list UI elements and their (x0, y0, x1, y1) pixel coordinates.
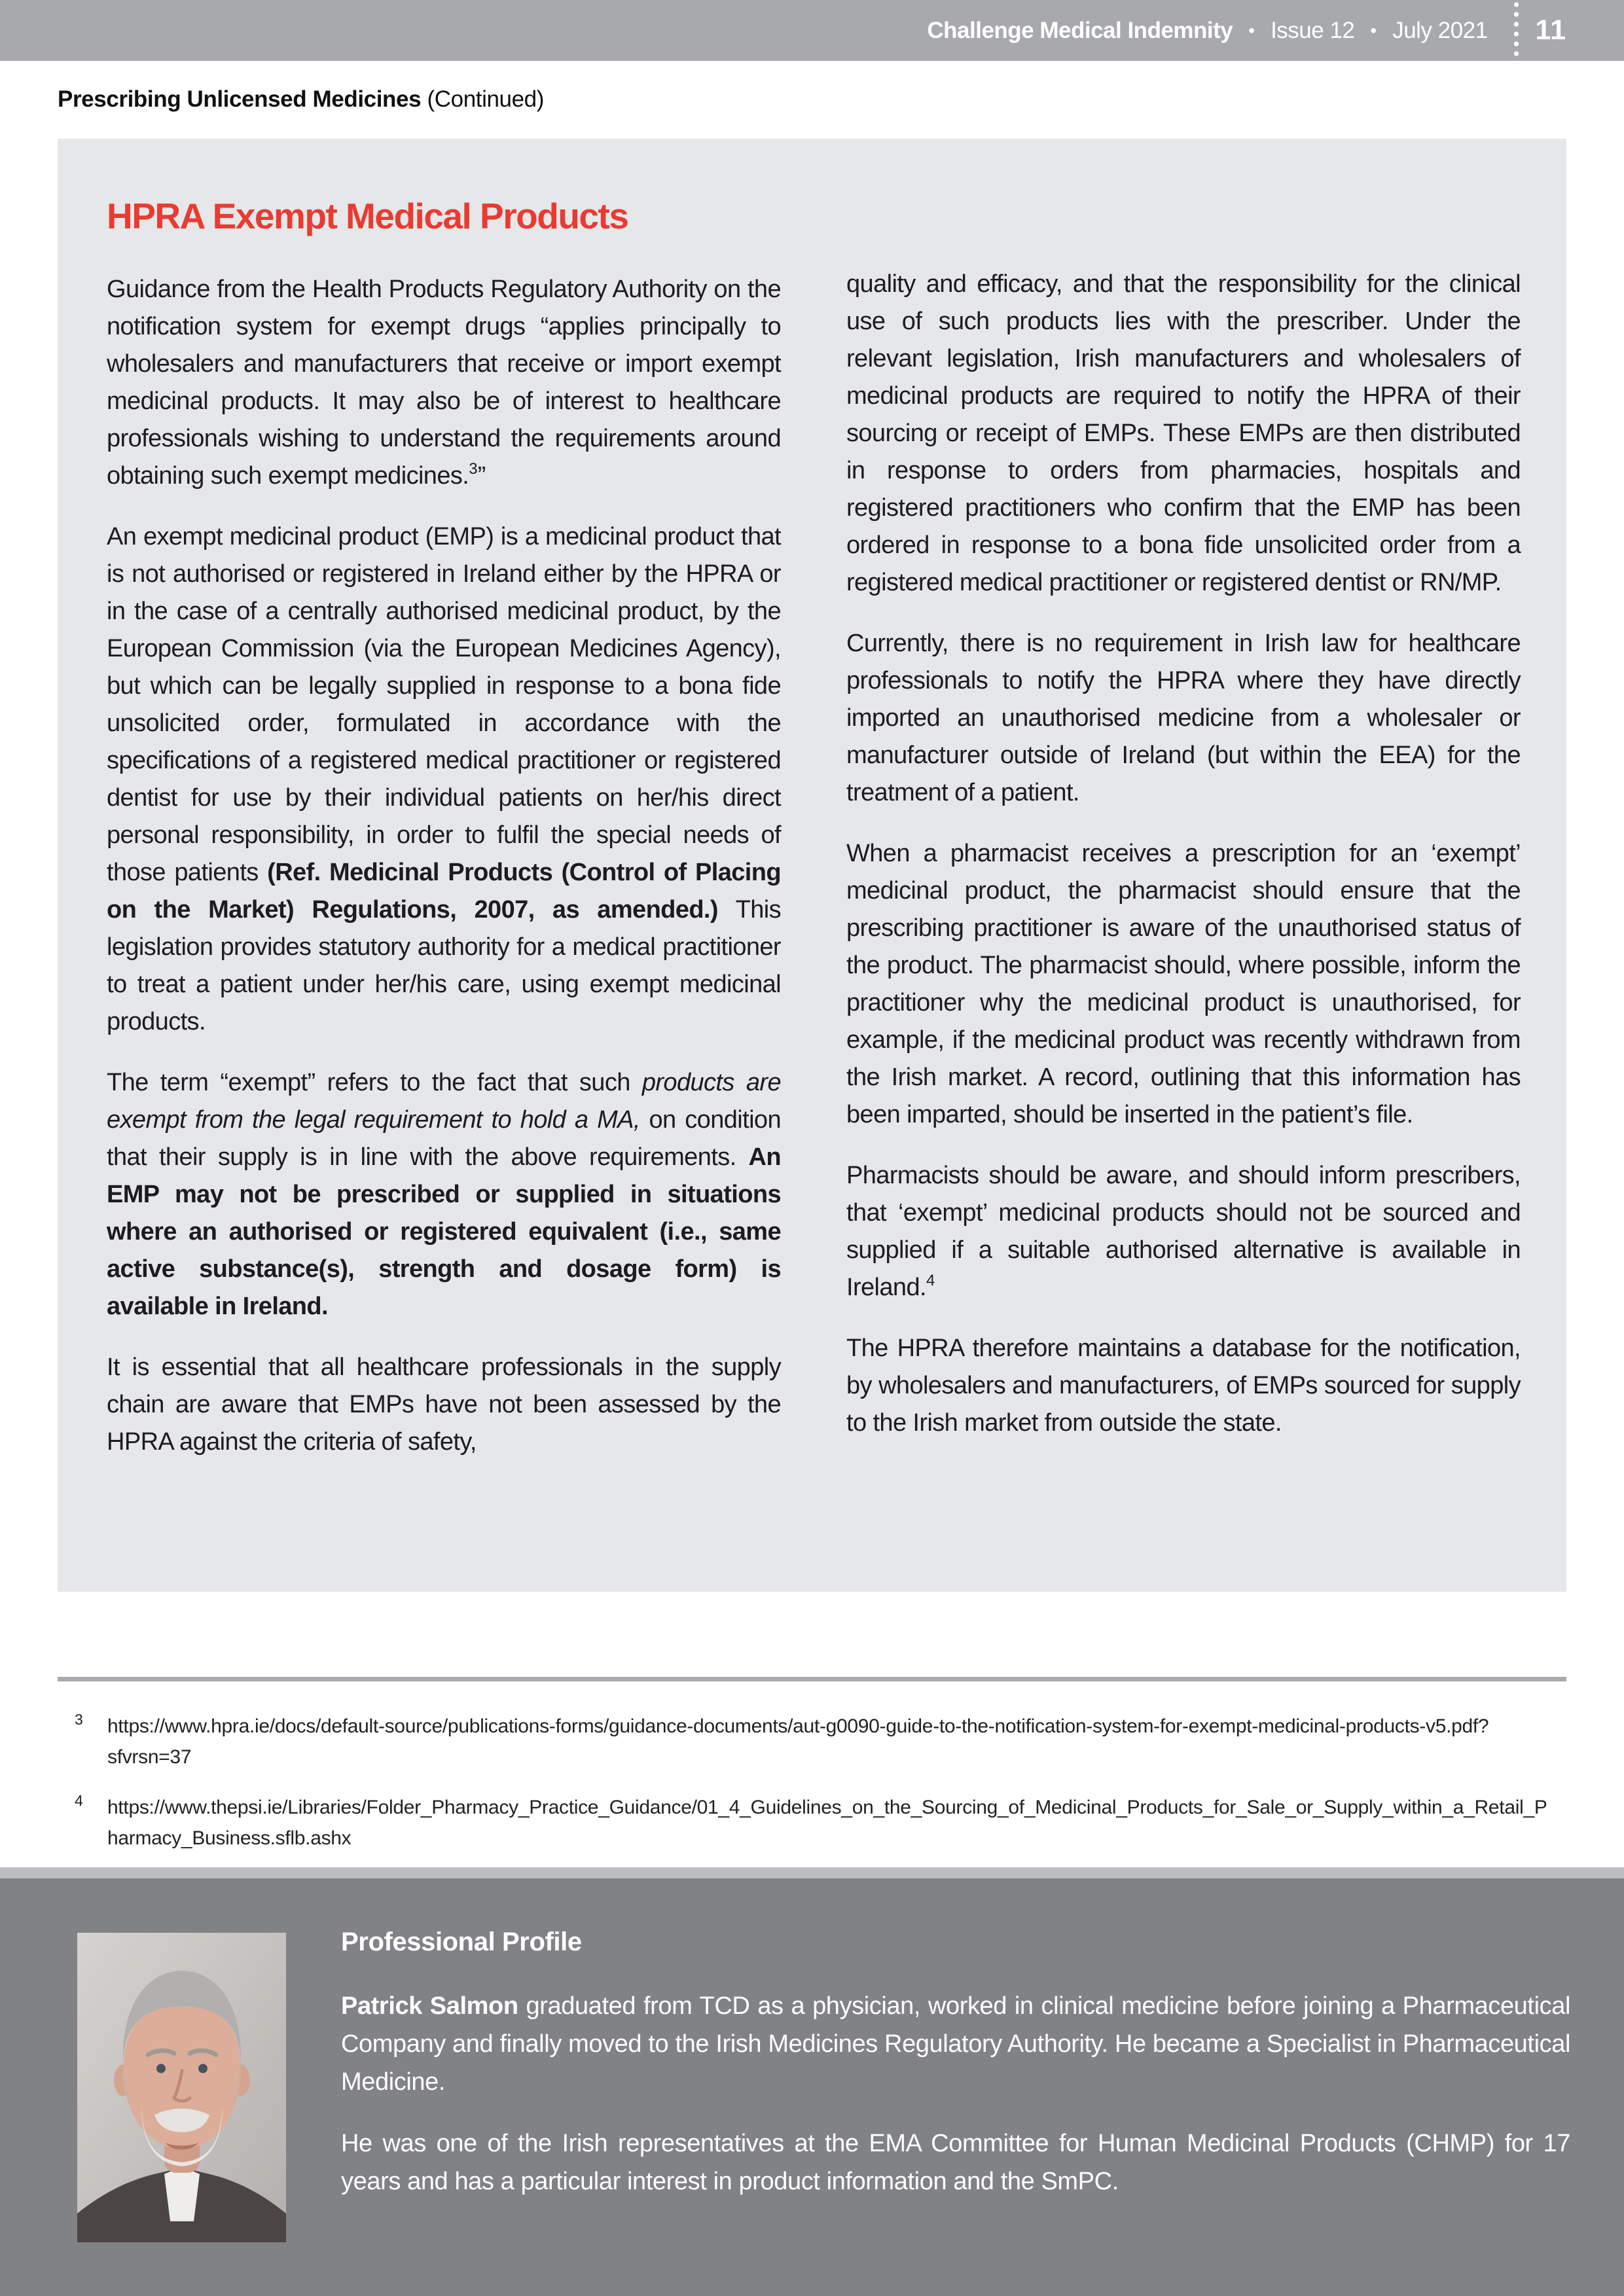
page-header-bar (0, 0, 1624, 61)
dotted-divider-line (1514, 0, 1519, 61)
article-content-box (58, 139, 1566, 1592)
section-heading (58, 86, 544, 113)
section-heading-title: Prescribing Unlicensed Medicines (58, 86, 422, 112)
article-paragraph: The term “exempt” refers to the fact that such products are exempt from the legal requirement to hold a MA, on condition that their supply is in line with the above requirements. An EMP may not be prescribed or supplied in situations where an authorised or registered equivalent (i.e., same active substance(s), strength and dosage form) is available in Ireland. (107, 1069, 781, 1320)
date-label: July 2021 (1392, 17, 1488, 43)
band-top-strip (0, 1867, 1624, 1878)
header-text-group (927, 0, 1624, 61)
article-paragraph: The HPRA therefore maintains a database for the notification, by wholesalers and manufacturers, of EMPs sourced for supply to the Irish market from outside the state. (846, 1335, 1521, 1437)
bullet-separator-icon: • (1370, 20, 1377, 41)
publication-title: Challenge Medical Indemnity (927, 17, 1233, 43)
footnote-divider (58, 1677, 1566, 1681)
footnotes (58, 1711, 1566, 1873)
profile-paragraph: He was one of the Irish representatives at the EMA Committee for Human Medicinal Products (CHMP) for 17 years and has a particular interest in product information and the SmPC. (341, 2130, 1570, 2195)
footnote-url: https://www.thepsi.ie/Libraries/Folder_Pharmacy_Practice_Guidance/01_4_Guidelines_on_the_Sourcing_of_Medicinal_Products_for_Sale_or_Supply_within_a_Retail_Pharmacy_Business.sflb.ashx (107, 1797, 1547, 1849)
professional-profile-text (341, 1928, 1570, 2224)
article-left-column (107, 195, 781, 1592)
article-right-column (846, 266, 1521, 1592)
issue-label: Issue 12 (1271, 17, 1355, 43)
profile-paragraph: Patrick Salmon graduated from TCD as a physician, worked in clinical medicine before joining a Pharmaceutical Company and finally moved to the Irish Medicines Regulatory Authority. He became a Specialist in Pharmaceutical Medicine. (341, 1992, 1570, 2096)
bullet-separator-icon: • (1248, 20, 1255, 41)
footnote-url: https://www.hpra.ie/docs/default-source/publications-forms/guidance-documents/aut-g0090-guide-to-the-notification-system-for-exempt-medicinal-products-v5.pdf?sfvrsn=37 (107, 1715, 1489, 1768)
article-paragraph: It is essential that all healthcare professionals in the supply chain are aware that EMPs have not been assessed by the HPRA against the criteria of safety, (107, 1354, 781, 1456)
footnote-number: 3 (75, 1711, 83, 1728)
article-paragraph: Pharmacists should be aware, and should inform prescribers, that ‘exempt’ medicinal products should not be sourced and supplied if a suitable authorised alternative is available in Ireland.$^4$ (846, 1162, 1521, 1301)
page-number: 11 (1535, 14, 1566, 46)
professional-profile-band (0, 1878, 1624, 2296)
footnote-item (58, 1711, 1566, 1772)
article-paragraph: When a pharmacist receives a prescription for an ‘exempt’ medicinal product, the pharmacist should ensure that the prescribing practitioner is aware of the unauthorised status of the product. The pharmacist should, where possible, inform the practitioner why the medicinal product is unauthorised, for example, if the medicinal product was recently withdrawn from the Irish market. A record, outlining that this information has been imparted, should be inserted in the patient’s file. (846, 840, 1521, 1128)
article-paragraph: Guidance from the Health Products Regulatory Authority on the notification system for exempt drugs “applies principally to wholesalers and manufacturers that receive or import exempt medicinal products. It may also be of interest to healthcare professionals wishing to understand the requirements around obtaining such exempt medicines.$^3$” (107, 276, 781, 490)
article-paragraph: Currently, there is no requirement in Irish law for healthcare professionals to notify the HPRA where they have directly imported an unauthorised medicine from a wholesaler or manufacturer outside of Ireland (but within the EEA) for the treatment of a patient. (846, 630, 1521, 806)
article-paragraph: quality and efficacy, and that the responsibility for the clinical use of such products lies with the prescriber. Under the relevant legislation, Irish manufacturers and wholesalers of medicinal products are required to notify the HPRA of their sourcing or receipt of EMPs. These EMPs are then distributed in response to orders from pharmacies, hospitals and registered practitioners who confirm that the EMP has been ordered in response to a bona fide unsolicited order from a registered medical practitioner or registered dentist or RN/MP. (846, 270, 1521, 596)
patrick-salmon-photo (77, 1933, 286, 2242)
article-title: HPRA Exempt Medical Products (107, 196, 628, 236)
profile-heading: Professional Profile (341, 1928, 582, 1956)
article-paragraph: An exempt medicinal product (EMP) is a medicinal product that is not authorised or registered in Ireland either by the HPRA or in the case of a centrally authorised medicinal product, by the European Commission (via the European Medicines Agency), but which can be legally supplied in response to a bona fide unsolicited order, formulated in accordance with the specifications of a registered medical practitioner or registered dentist for use by their individual patients on her/his direct personal responsibility, in order to fulfil the special needs of those patients (Ref. Medicinal Products (Control of Placing on the Market) Regulations, 2007, as amended.) This legislation provides statutory authority for a medical practitioner to treat a patient under her/his care, using exempt medicinal products. (107, 523, 781, 1035)
footnote-item (58, 1792, 1566, 1854)
section-heading-continued: (Continued) (421, 86, 544, 112)
footnote-number: 4 (75, 1792, 83, 1809)
